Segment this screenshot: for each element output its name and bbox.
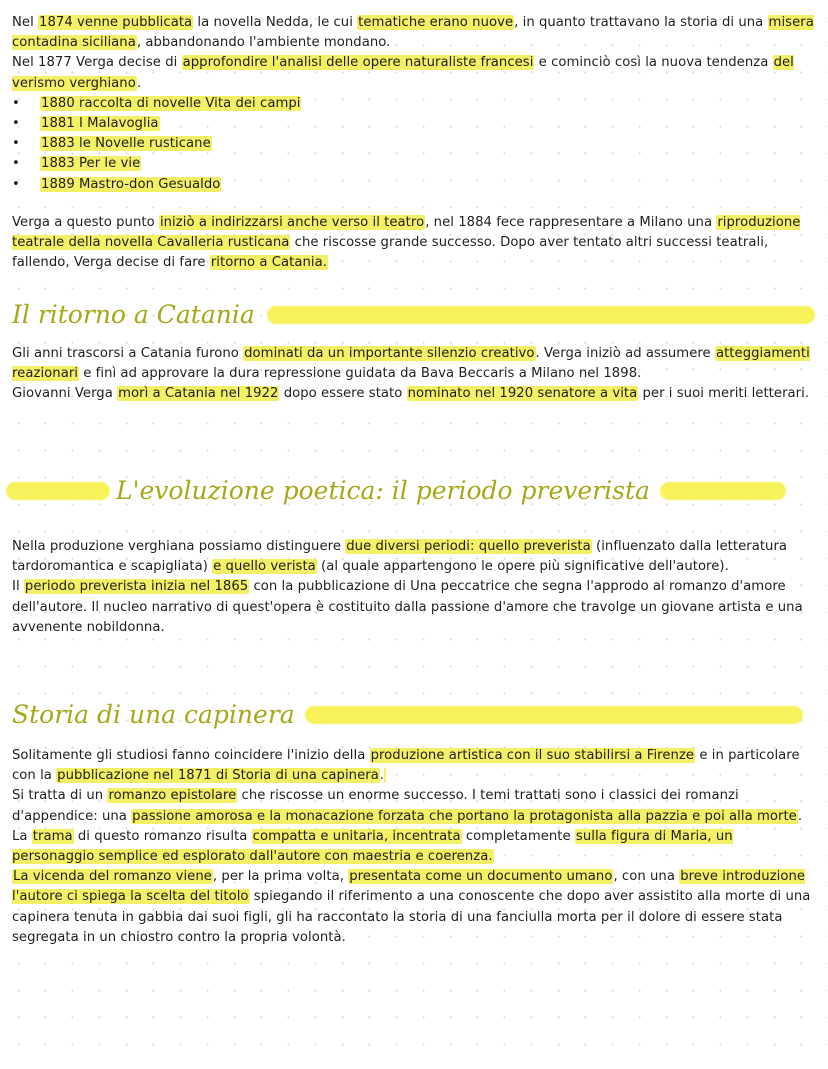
list-item: • 1889 Mastro-don Gesualdo <box>12 175 818 195</box>
list-item: • 1880 raccolta di novelle Vita dei campi <box>12 94 818 114</box>
paragraph: Giovanni Verga morì a Catania nel 1922 dopo essere stato nominato nel 1920 senatore a vita per i suoi meriti letterari. <box>12 386 810 402</box>
heading-storia-capinera: Storia di una capinera <box>12 700 803 729</box>
theatre-section <box>12 213 818 274</box>
works-list <box>12 94 818 195</box>
paragraph: Si tratta di un romanzo epistolare che riscosse un enorme successo. I temi trattati sono i classici dei romanzi d'appendice: una passione amorosa e la monacazione forzata che portano la protagonista alla pazzia e poi alla morte. <box>12 788 803 824</box>
heading-ritorno-catania: Il ritorno a Catania <box>12 300 815 329</box>
highlight-bar <box>305 706 803 724</box>
highlight-bar <box>6 482 110 500</box>
highlight-bar <box>660 482 786 500</box>
paragraph: Nel 1877 Verga decise di approfondire l'analisi delle opere naturaliste francesi e cominciò così la nuova tendenza del verismo verghiano. <box>12 55 794 91</box>
catania-section <box>12 344 818 405</box>
paragraph: Gli anni trascorsi a Catania furono dominati da un importante silenzio creativo. Verga iniziò ad assumere atteggiamenti reazionari e finì ad approvare la dura repressione guidata da Bava Beccaris a Milano nel 1898. <box>12 346 810 382</box>
list-item: • 1883 Per le vie <box>12 154 818 174</box>
storia-section <box>12 746 818 948</box>
paragraph: Solitamente gli studiosi fanno coincidere l'inizio della produzione artistica con il suo stabilirsi a Firenze e in particolare con la pubblicazione nel 1871 di Storia di una capinera. <box>12 748 800 784</box>
heading-evoluzione-poetica: L'evoluzione poetica: il periodo preverista <box>6 476 786 505</box>
list-item: • 1883 le Novelle rusticane <box>12 134 818 154</box>
paragraph: Il periodo preverista inizia nel 1865 con la pubblicazione di Una peccatrice che segna l'approdo al romanzo d'amore dell'autore. Il nucleo narrativo di quest'opera è costituito dalla passione d'amore che travolge un giovane artista e una avvenente nobildonna. <box>12 579 803 635</box>
paragraph: La vicenda del romanzo viene, per la prima volta, presentata come un documento umano, con una breve introduzione l'autore ci spiega la scelta del titolo spiegando il riferimento a una conoscente che dopo aver assistito alla morte di una capinera tenuta in gabbia dai suoi figli, gli ha raccontato la storia di una fanciulla morta per il dolore di essere stata segregata in un chiostro contro la propria volontà. <box>12 869 811 945</box>
intro-section <box>12 13 818 195</box>
paragraph: Nella produzione verghiana possiamo distinguere due diversi periodi: quello preverista (influenzato dalla letteratura tardoromantica e scapigliata) e quello verista (al quale appartengono le opere più significative dell'autore). <box>12 539 788 575</box>
paragraph: Verga a questo punto iniziò a indirizzarsi anche verso il teatro, nel 1884 fece rappresentare a Milano una riproduzione teatrale della novella Cavalleria rusticana che riscosse grande successo. Dopo aver tentato altri successi teatrali, fallendo, Verga decise di fare ritorno a Catania. <box>12 215 801 271</box>
list-item: • 1881 I Malavoglia <box>12 114 818 134</box>
paragraph: Nel 1874 venne pubblicata la novella Nedda, le cui tematiche erano nuove, in quanto trattavano la storia di una misera contadina siciliana, abbandonando l'ambiente mondano. <box>12 15 814 51</box>
paragraph: La trama di questo romanzo risulta compatta e unitaria, incentrata completamente sulla figura di Maria, un personaggio semplice ed esplorato dall'autore con maestria e coerenza. <box>12 828 733 865</box>
evoluzione-section <box>12 537 818 638</box>
highlight-bar <box>267 306 815 324</box>
